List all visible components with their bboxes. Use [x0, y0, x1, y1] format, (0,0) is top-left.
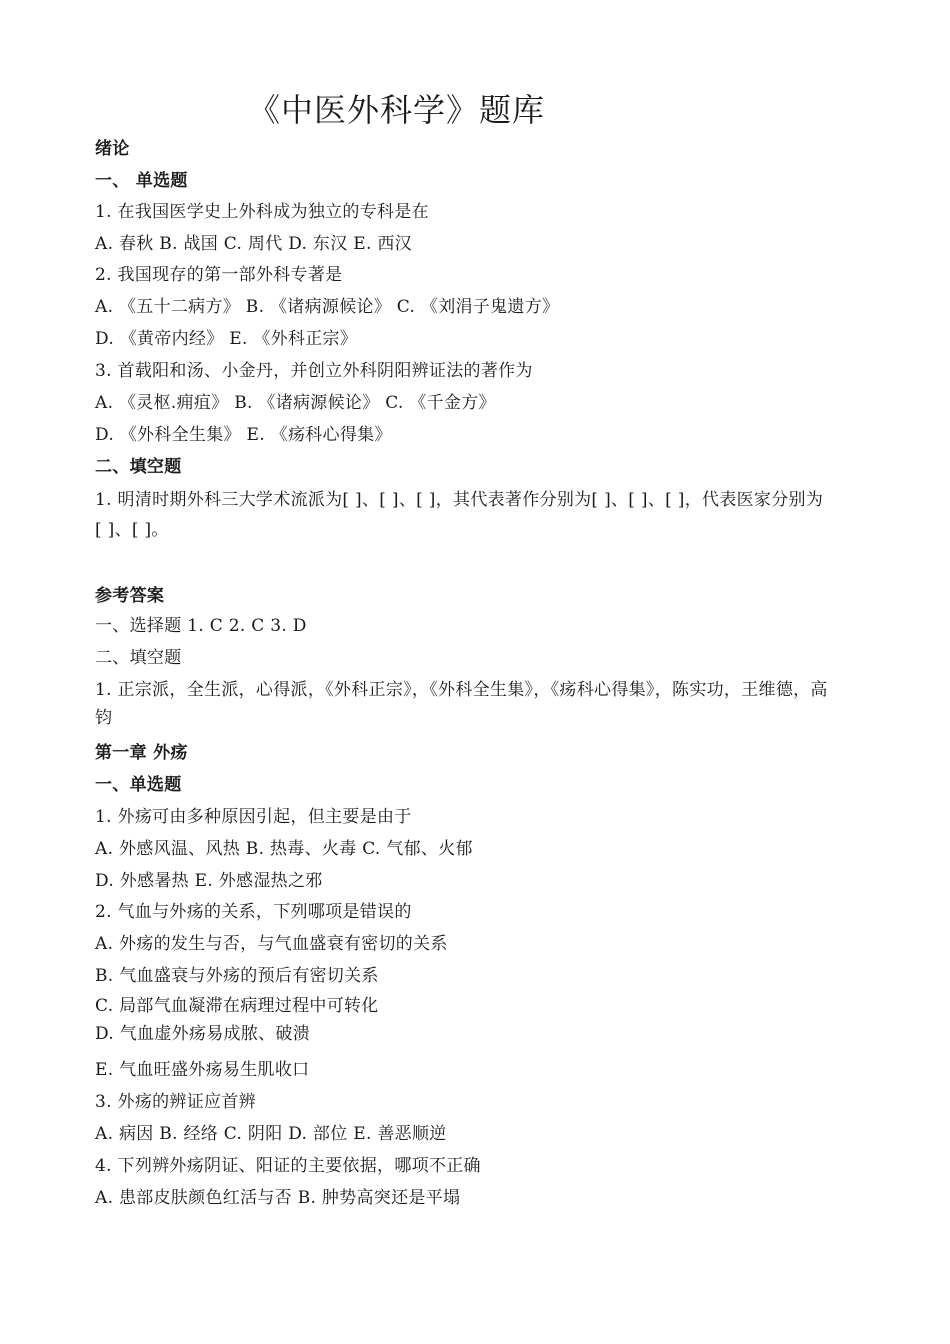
text-line: A. 患部皮肤颜色红活与否 B. 肿势高突还是平塌	[95, 1188, 461, 1208]
text-line: A. 外疡的发生与否，与气血盛衰有密切的关系	[95, 934, 448, 954]
text-line: 4. 下列辨外疡阴证、阳证的主要依据，哪项不正确	[95, 1156, 481, 1176]
text-line: 一、选择题 1. C 2. C 3. D	[95, 616, 307, 636]
text-line: D. 外感暑热 E. 外感湿热之邪	[95, 871, 323, 891]
text-line: A. 《五十二病方》 B. 《诸病源候论》 C. 《刘涓子鬼遗方》	[95, 297, 560, 317]
text-line: D. 《外科全生集》 E. 《疡科心得集》	[95, 425, 392, 445]
text-line: 钧	[95, 708, 113, 728]
text-line: 1. 正宗派，全生派，心得派，《外科正宗》，《外科全生集》，《疡科心得集》，陈实功，王维德，高	[95, 680, 828, 700]
text-line: A. 病因 B. 经络 C. 阴阳 D. 部位 E. 善恶顺逆	[95, 1124, 447, 1144]
section-heading: 第一章 外疡	[95, 743, 188, 763]
text-line: 1. 外疡可由多种原因引起，但主要是由于	[95, 807, 412, 827]
section-heading: 参考答案	[95, 586, 165, 606]
section-heading: 二、填空题	[95, 457, 182, 477]
text-line: 2. 气血与外疡的关系，下列哪项是错误的	[95, 902, 412, 922]
text-line: A. 春秋 B. 战国 C. 周代 D. 东汉 E. 西汉	[95, 234, 412, 254]
document-title: 《中医外科学》题库	[248, 91, 546, 129]
text-line: 二、填空题	[95, 648, 182, 668]
text-line: B. 气血盛衰与外疡的预后有密切关系	[95, 966, 379, 986]
section-heading: 一、单选题	[95, 775, 182, 795]
text-line: 2. 我国现存的第一部外科专著是	[95, 265, 343, 285]
text-line: 1. 明清时期外科三大学术流派为[ ]、[ ]、[ ]，其代表著作分别为[ ]、[ ]、[ ]，代表医家分别为	[95, 490, 824, 510]
text-line: A. 《灵枢.痈疽》 B. 《诸病源候论》 C. 《千金方》	[95, 393, 496, 413]
text-line: 1. 在我国医学史上外科成为独立的专科是在	[95, 202, 429, 222]
text-line: C. 局部气血凝滞在病理过程中可转化	[95, 996, 379, 1016]
text-line: 3. 首载阳和汤、小金丹，并创立外科阴阳辨证法的著作为	[95, 361, 533, 381]
text-line: 3. 外疡的辨证应首辨	[95, 1092, 256, 1112]
text-line: D. 《黄帝内经》 E. 《外科正宗》	[95, 329, 358, 349]
section-heading: 一、 单选题	[95, 171, 188, 191]
section-heading: 绪论	[95, 139, 130, 159]
text-line: D. 气血虚外疡易成脓、破溃	[95, 1024, 311, 1044]
text-line: E. 气血旺盛外疡易生肌收口	[95, 1060, 310, 1080]
text-line: A. 外感风温、风热 B. 热毒、火毒 C. 气郁、火郁	[95, 839, 473, 859]
text-line: [ ]、[ ]。	[95, 520, 169, 540]
